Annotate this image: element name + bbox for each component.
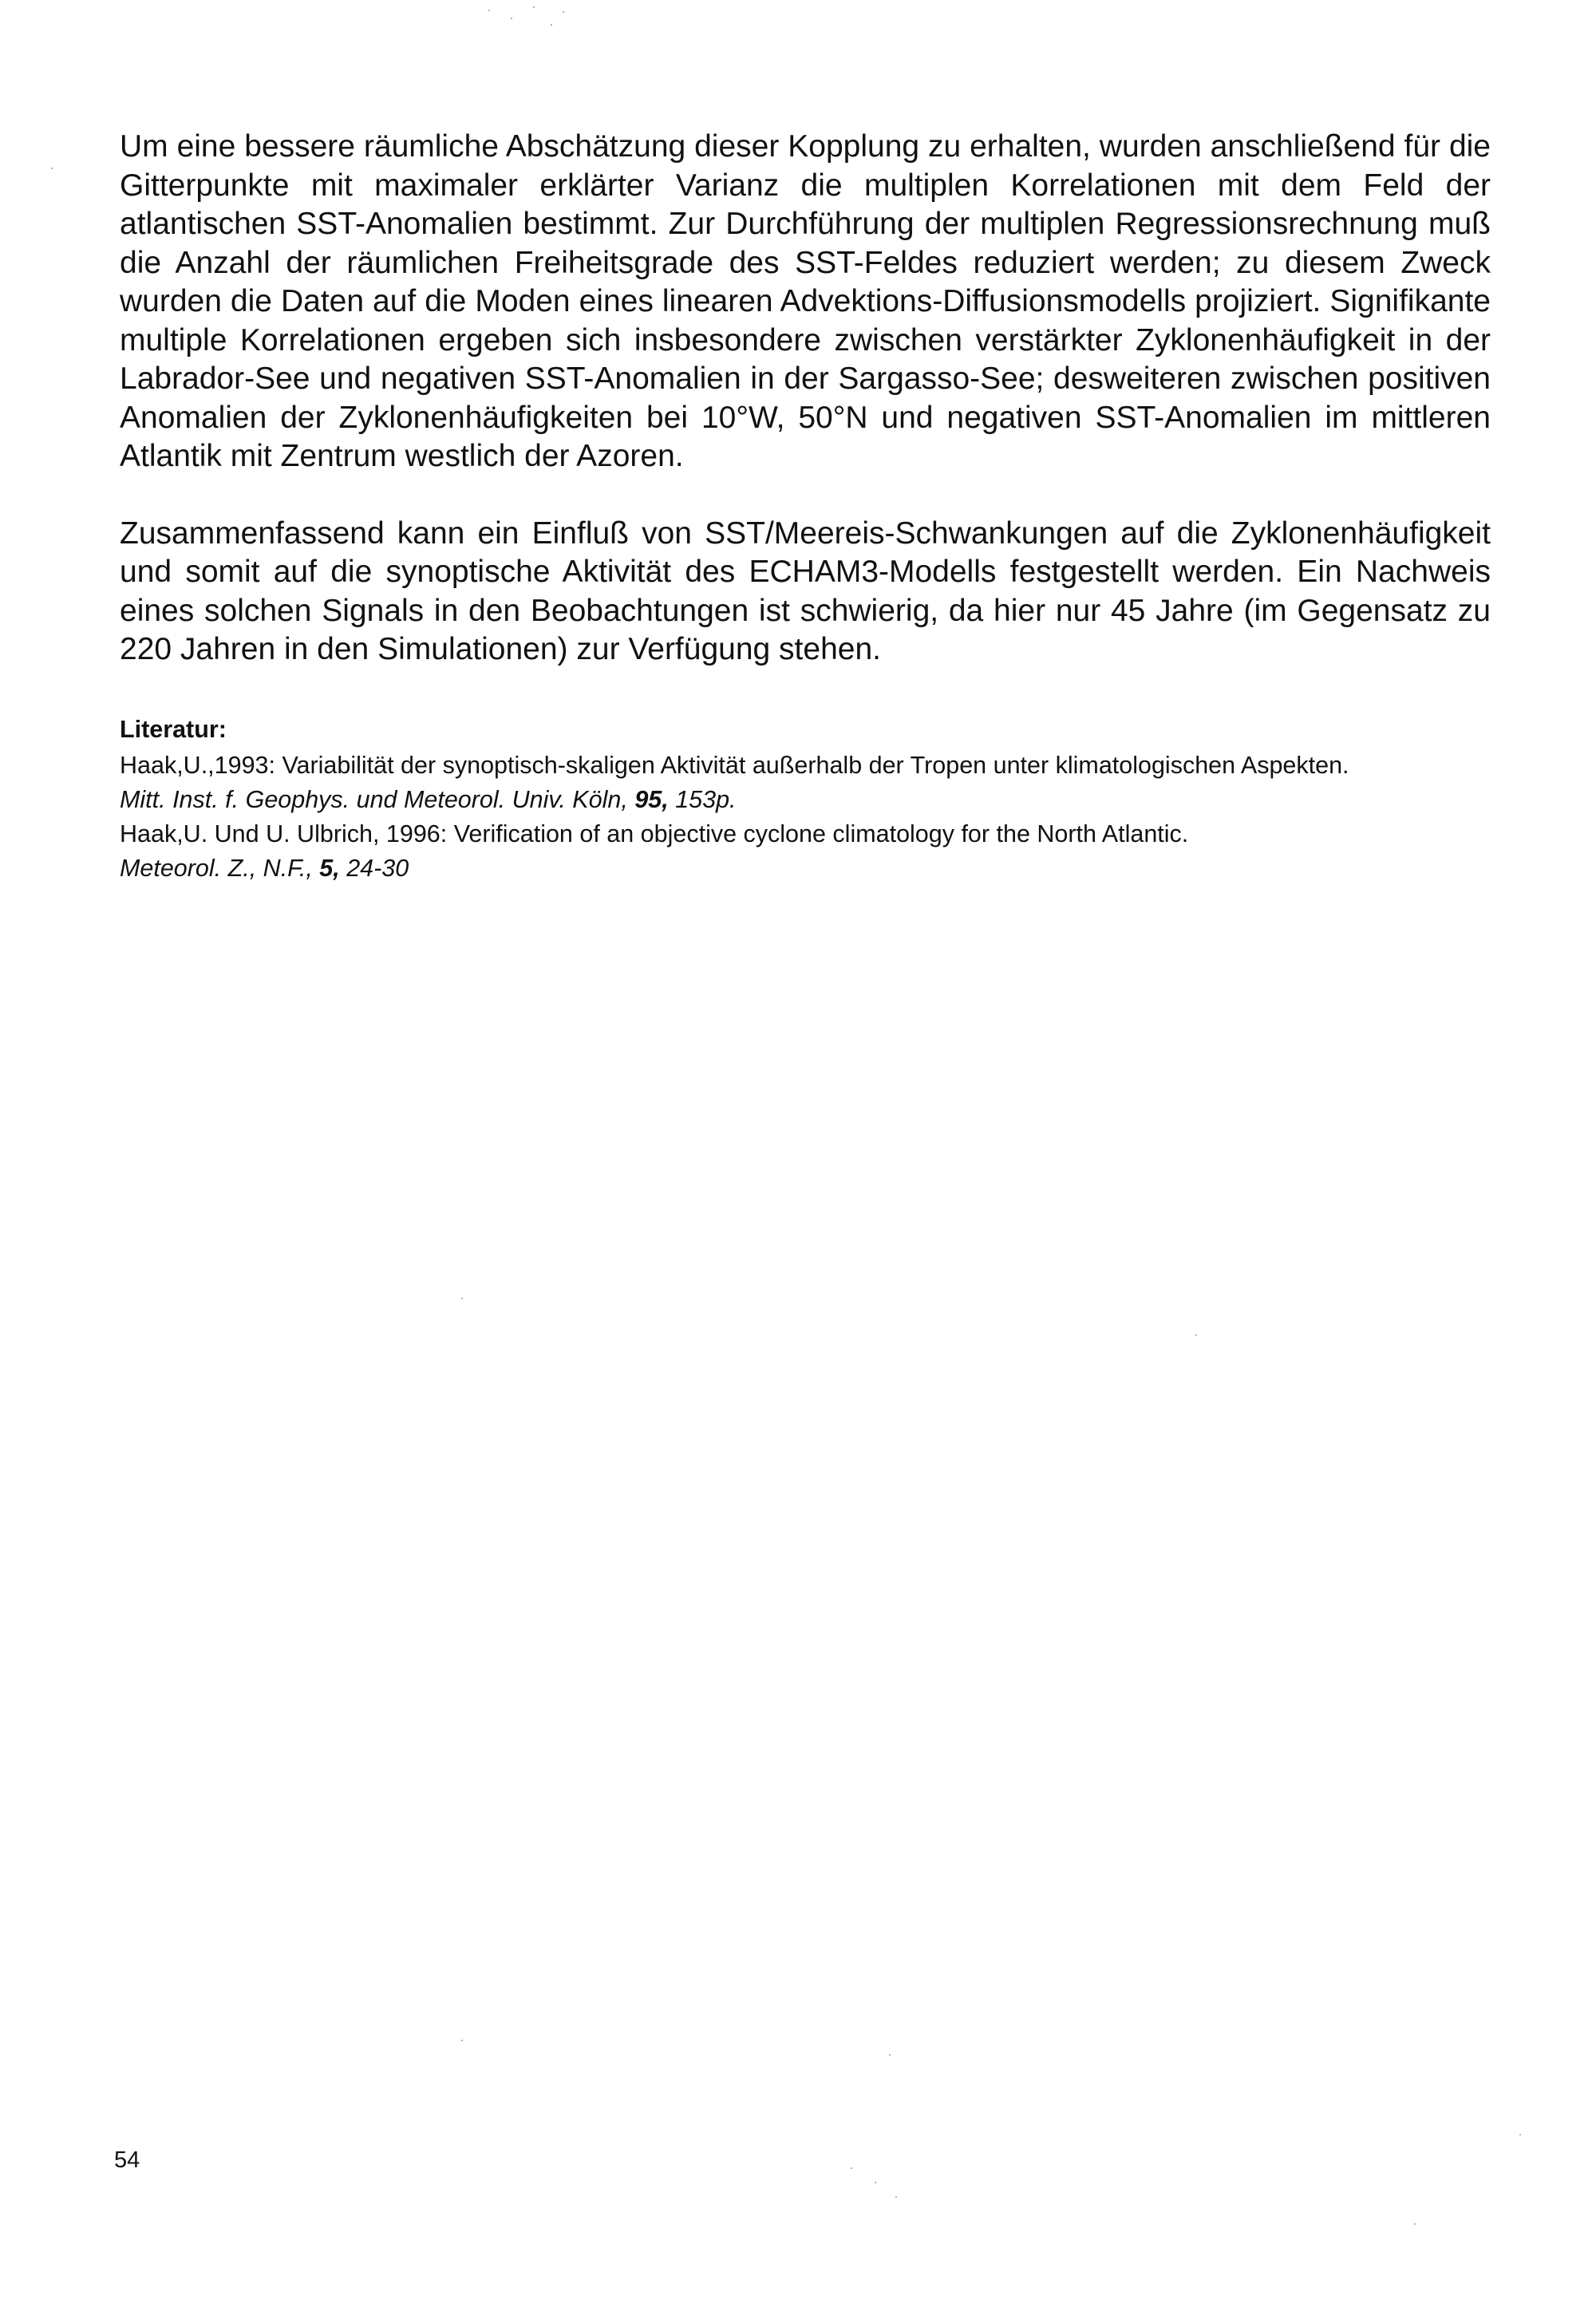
reference-source <box>120 851 1524 886</box>
reference-pages: 24-30 <box>346 855 409 882</box>
scan-speck <box>889 2054 891 2056</box>
scan-speck <box>488 10 490 11</box>
scan-speck <box>461 1298 463 1299</box>
scan-speck <box>875 2182 876 2183</box>
reference-citation: Haak,U.,1993: Variabilität der synoptisch-skaligen Aktivität außerhalb der Tropen unter klimatologischen Aspekten. <box>120 752 1349 779</box>
literature-heading: Literatur: <box>120 716 227 743</box>
scan-speck <box>1414 2223 1416 2225</box>
reference-journal: Meteorol. Z., N.F., <box>120 855 313 882</box>
reference-source <box>120 783 1524 817</box>
body-text <box>120 128 1491 670</box>
scan-speck <box>533 6 535 8</box>
scan-speck <box>563 11 564 13</box>
scan-speck <box>461 2040 463 2041</box>
reference-pages: 153p. <box>675 786 737 813</box>
scan-speck <box>51 168 53 169</box>
reference-volume: 95, <box>634 786 669 813</box>
paragraph-summary: Zusammenfassend kann ein Einfluß von SST/Meereis-Schwankungen auf die Zyklonenhäufigkeit und somit auf die synoptische Aktivität des ECHAM3-Modells festgestellt werden. Ein Nachweis eines solchen Signals in den Beobachtungen ist schwierig, da hier nur 45 Jahre (im Gegensatz zu 220 Jahren in den Simulationen) zur Verfügung stehen. <box>120 516 1491 666</box>
scan-speck <box>1519 2134 1521 2135</box>
scan-speck <box>511 18 512 19</box>
reference-journal: Mitt. Inst. f. Geophys. und Meteorol. Univ. Köln, <box>120 786 628 813</box>
paragraph-regression: Um eine bessere räumliche Abschätzung dieser Kopplung zu erhalten, wurden anschließend für die Gitterpunkte mit maximaler erklärter Varianz die multiplen Korrelationen mit dem Feld der atlantischen SST-Anomalien bestimmt. Zur Durchführung der multiplen Regressionsrechnung muß die Anzahl der räumlichen Freiheitsgrade des SST-Feldes reduziert werden; zu diesem Zweck wurden die Daten auf die Moden eines linearen Advektions-Diffusionsmodells projiziert. Signifikante multiple Korrelationen ergeben sich insbesondere zwischen verstärkter Zyklonenhäufigkeit in der Labrador-See und negativen SST-Anomalien in der Sargasso-See; desweiteren zwischen positiven Anomalien der Zyklonenhäufigkeiten bei 10°W, 50°N und negativen SST-Anomalien im mittleren Atlantik mit Zentrum westlich der Azoren. <box>120 129 1491 473</box>
reference-citation: Haak,U. Und U. Ulbrich, 1996: Verification of an objective cyclone climatology for the North Atlantic. <box>120 820 1189 847</box>
scan-speck <box>895 2196 897 2198</box>
scan-speck <box>851 2167 852 2169</box>
literature-section <box>120 713 1524 886</box>
page-number: 54 <box>114 2147 140 2173</box>
reference-volume: 5, <box>319 855 340 882</box>
scan-speck <box>551 24 552 26</box>
scan-speck <box>1195 1334 1197 1336</box>
